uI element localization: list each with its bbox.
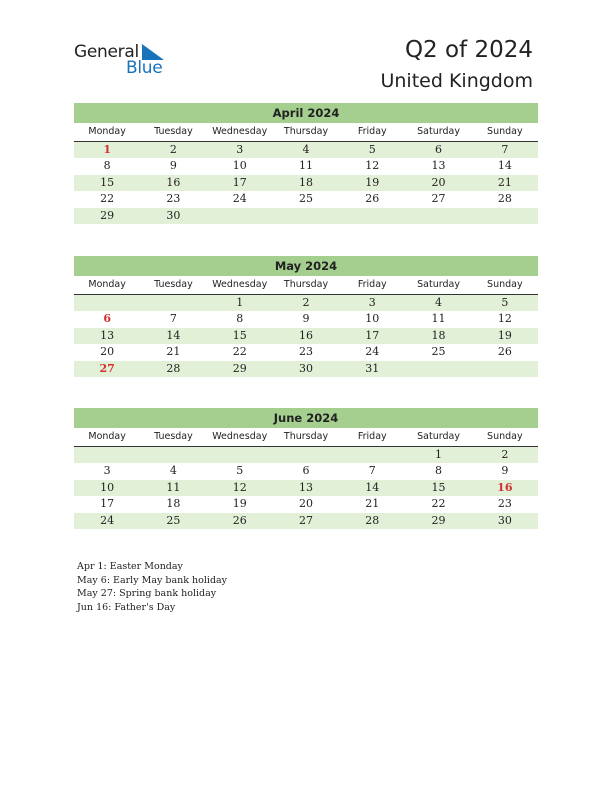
- day-cell: 20: [431, 175, 446, 189]
- day-cell: 14: [166, 328, 181, 342]
- weekday-label: Friday: [357, 279, 387, 290]
- weekday-label: Tuesday: [154, 279, 193, 290]
- day-cell: 23: [298, 345, 313, 359]
- day-cell: 24: [365, 345, 380, 359]
- day-cell: 21: [166, 345, 181, 359]
- day-cell: 9: [302, 312, 310, 326]
- weekday-label: Thursday: [283, 126, 329, 137]
- day-cell: 9: [501, 464, 509, 478]
- day-cell: 2: [501, 448, 509, 461]
- page-subtitle: United Kingdom: [380, 70, 533, 92]
- holiday-note: Jun 16: Father's Day: [77, 601, 176, 613]
- day-cell: 24: [232, 192, 247, 206]
- weekday-label: Monday: [88, 279, 126, 290]
- day-cell: 20: [298, 497, 313, 511]
- day-cell: 4: [302, 143, 310, 156]
- day-cell: 29: [232, 361, 247, 375]
- week-row: [74, 142, 538, 158]
- day-cell: 7: [501, 143, 509, 156]
- day-cell: 20: [100, 345, 115, 359]
- day-cell: [74, 295, 140, 311]
- weekday-label: Monday: [88, 431, 126, 442]
- day-cell: 3: [236, 143, 244, 156]
- day-cell: 30: [497, 513, 512, 527]
- day-cell: 7: [169, 312, 177, 326]
- day-cell: 27: [298, 513, 313, 527]
- day-cell: [74, 447, 140, 463]
- day-cell: [405, 208, 471, 224]
- day-cell: 5: [368, 143, 376, 156]
- day-cell: 8: [103, 159, 111, 173]
- week-row: [74, 295, 538, 311]
- month-calendar-june: [74, 408, 538, 529]
- day-cell: 1: [435, 448, 443, 461]
- day-cell: 13: [431, 159, 446, 173]
- day-cell: 5: [236, 464, 244, 478]
- day-cell: 21: [497, 175, 512, 189]
- day-cell: 6: [103, 312, 111, 326]
- brand-logo: [74, 42, 174, 78]
- day-cell: 1: [103, 143, 111, 156]
- day-cell: 25: [166, 513, 181, 527]
- day-cell: 26: [497, 345, 512, 359]
- day-cell: 12: [497, 312, 512, 326]
- weekday-label: Thursday: [283, 279, 329, 290]
- day-cell: 17: [365, 328, 380, 342]
- day-cell: [472, 208, 538, 224]
- weekday-row: [74, 123, 538, 142]
- day-cell: 14: [365, 480, 380, 494]
- day-cell: 19: [232, 497, 247, 511]
- holiday-note: Apr 1: Easter Monday: [77, 561, 183, 572]
- day-cell: 19: [365, 175, 380, 189]
- day-cell: 10: [232, 159, 247, 173]
- weekday-row: [74, 428, 538, 447]
- month-calendar-april: [74, 103, 538, 224]
- day-cell: 23: [166, 192, 181, 206]
- day-cell: 29: [100, 208, 115, 222]
- day-cell: 2: [169, 143, 177, 156]
- day-cell: 28: [497, 192, 512, 206]
- day-cell: 19: [497, 328, 512, 342]
- weekday-row: [74, 276, 538, 295]
- weekday-label: Tuesday: [154, 431, 193, 442]
- week-row: [74, 463, 538, 479]
- day-cell: [273, 447, 339, 463]
- day-cell: 25: [298, 192, 313, 206]
- day-cell: [207, 208, 273, 224]
- weekday-label: Sunday: [487, 126, 523, 137]
- day-cell: 8: [236, 312, 244, 326]
- day-cell: 30: [166, 208, 181, 222]
- day-cell: 26: [232, 513, 247, 527]
- day-cell: [207, 447, 273, 463]
- day-cell: 24: [100, 513, 115, 527]
- weekday-label: Sunday: [487, 279, 523, 290]
- day-cell: 22: [100, 192, 115, 206]
- week-row: [74, 480, 538, 496]
- weekday-label: Sunday: [487, 431, 523, 442]
- day-cell: 4: [169, 464, 177, 478]
- day-cell: 28: [166, 361, 181, 375]
- day-cell: 27: [431, 192, 446, 206]
- day-cell: 3: [103, 464, 111, 478]
- holiday-note: May 6: Early May bank holiday: [77, 574, 228, 586]
- week-row: [74, 175, 538, 191]
- day-cell: 26: [365, 192, 380, 206]
- day-cell: 16: [497, 480, 513, 494]
- week-row: [74, 344, 538, 360]
- day-cell: 16: [298, 328, 313, 342]
- day-cell: 6: [435, 143, 443, 156]
- week-row: [74, 513, 538, 529]
- day-cell: 23: [497, 497, 512, 511]
- day-cell: 4: [435, 296, 443, 309]
- day-cell: 11: [166, 480, 181, 494]
- day-cell: 12: [232, 480, 247, 494]
- weekday-label: Wednesday: [212, 431, 268, 442]
- day-cell: 13: [298, 480, 313, 494]
- week-row: [74, 328, 538, 344]
- day-cell: 10: [100, 480, 115, 494]
- day-cell: 17: [100, 497, 115, 511]
- holiday-notes: [77, 560, 227, 614]
- week-row: [74, 158, 538, 174]
- week-row: [74, 447, 538, 463]
- day-cell: 29: [431, 513, 446, 527]
- weekday-label: Tuesday: [154, 126, 193, 137]
- day-cell: 16: [166, 175, 181, 189]
- day-cell: [140, 295, 206, 311]
- weekday-label: Saturday: [417, 279, 460, 290]
- page-title: Q2 of 2024: [404, 37, 533, 63]
- day-cell: 13: [100, 328, 115, 342]
- week-row: [74, 361, 538, 377]
- day-cell: 22: [232, 345, 247, 359]
- day-cell: 15: [100, 175, 115, 189]
- day-cell: 2: [302, 296, 310, 309]
- day-cell: 25: [431, 345, 446, 359]
- weekday-label: Wednesday: [212, 279, 268, 290]
- weekday-label: Saturday: [417, 431, 460, 442]
- day-cell: 22: [431, 497, 446, 511]
- day-cell: 18: [298, 175, 313, 189]
- day-cell: [405, 361, 471, 377]
- holiday-note: May 27: Spring bank holiday: [77, 588, 217, 599]
- weekday-label: Saturday: [417, 126, 460, 137]
- weekday-label: Monday: [88, 126, 126, 137]
- day-cell: 18: [431, 328, 446, 342]
- day-cell: 14: [497, 159, 512, 173]
- day-cell: [472, 361, 538, 377]
- day-cell: 11: [298, 159, 313, 173]
- day-cell: 11: [431, 312, 446, 326]
- day-cell: 27: [99, 361, 115, 375]
- day-cell: 28: [365, 513, 380, 527]
- day-cell: 7: [368, 464, 376, 478]
- logo-text-blue: Blue: [126, 58, 163, 78]
- day-cell: 3: [368, 296, 376, 309]
- week-row: [74, 496, 538, 512]
- day-cell: 21: [365, 497, 380, 511]
- day-cell: 12: [365, 159, 380, 173]
- month-header: June 2024: [74, 408, 538, 428]
- day-cell: 31: [365, 361, 380, 375]
- day-cell: 30: [298, 361, 313, 375]
- day-cell: 5: [501, 296, 509, 309]
- day-cell: 1: [236, 296, 244, 309]
- weekday-label: Wednesday: [212, 126, 268, 137]
- week-row: [74, 208, 538, 224]
- day-cell: 10: [365, 312, 380, 326]
- day-cell: [273, 208, 339, 224]
- weekday-label: Friday: [357, 126, 387, 137]
- weekday-label: Thursday: [283, 431, 329, 442]
- week-row: [74, 311, 538, 327]
- day-cell: 8: [435, 464, 443, 478]
- week-row: [74, 191, 538, 207]
- month-header: April 2024: [74, 103, 538, 123]
- day-cell: 18: [166, 497, 181, 511]
- month-calendar-may: [74, 256, 538, 377]
- day-cell: [140, 447, 206, 463]
- day-cell: [339, 208, 405, 224]
- day-cell: 9: [169, 159, 177, 173]
- day-cell: 15: [232, 328, 247, 342]
- day-cell: [339, 447, 405, 463]
- day-cell: 6: [302, 464, 310, 478]
- weekday-label: Friday: [357, 431, 387, 442]
- day-cell: 15: [431, 480, 446, 494]
- month-header: May 2024: [74, 256, 538, 276]
- day-cell: 17: [232, 175, 247, 189]
- logo-text-general: General: [74, 42, 139, 62]
